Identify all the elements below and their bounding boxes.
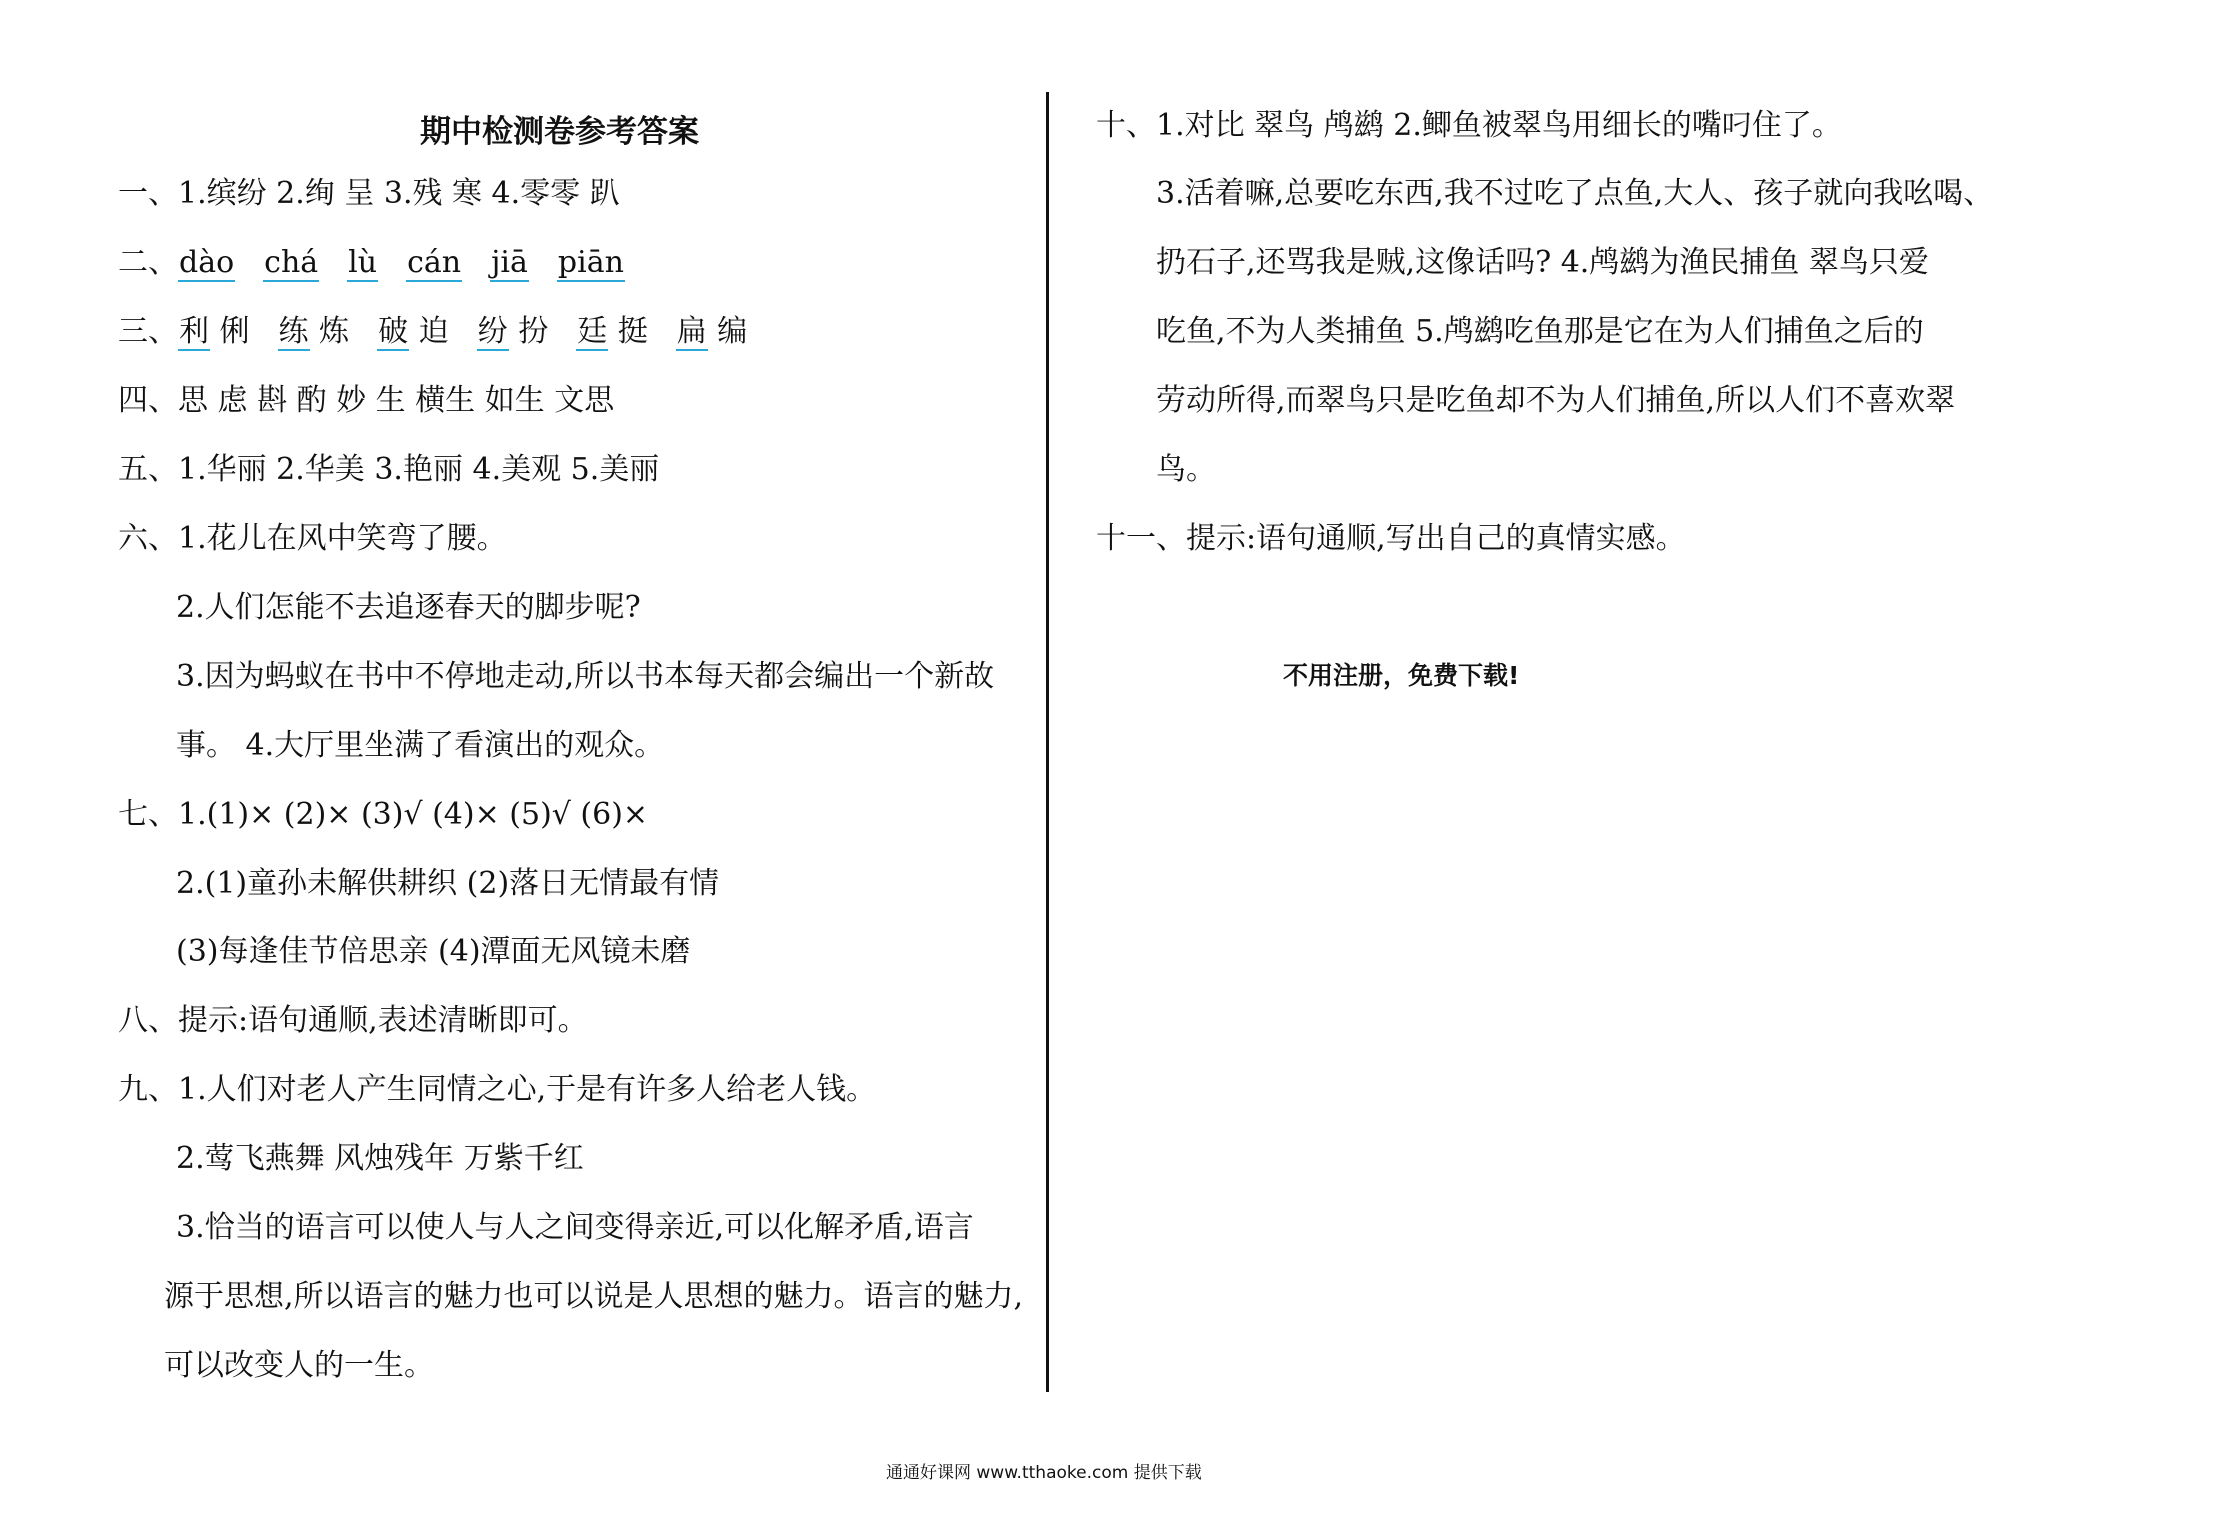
char-correct: 利 (179, 314, 209, 349)
pinyin-item: cán (407, 245, 462, 280)
pinyin-item: chá (264, 245, 319, 280)
answer-q10-1: 十、1.对比 翠鸟 鸬鹚 2.鲫鱼被翠鸟用细长的嘴叼住了。 (1096, 108, 1842, 143)
answer-q9-3a: 3.恰当的语言可以使人与人之间变得亲近,可以化解矛盾,语言 (176, 1210, 974, 1245)
answer-q1: 一、1.缤纷 2.绚 呈 3.残 寒 4.零零 趴 (118, 176, 620, 211)
answer-q2 (118, 243, 625, 283)
answer-q2-prefix: 二、 (118, 245, 178, 280)
answer-q9-3c: 可以改变人的一生。 (164, 1348, 434, 1383)
char-alt: 迫 (418, 314, 449, 349)
char-alt: 挺 (617, 314, 648, 349)
char-correct: 纷 (477, 314, 508, 349)
answer-q7-1: 七、1.(1)× (2)× (3)√ (4)× (5)√ (6)× (118, 797, 649, 832)
char-alt: 俐 (219, 314, 250, 349)
answer-q6-2: 2.人们怎能不去追逐春天的脚步呢? (176, 590, 641, 625)
char-alt: 扮 (518, 314, 549, 349)
answer-q4: 四、思 虑 斟 酌 妙 生 横生 如生 文思 (118, 383, 615, 418)
column-divider (1046, 92, 1049, 1392)
answer-q11: 十一、提示:语句通顺,写出自己的真情实感。 (1096, 521, 1686, 556)
char-correct: 破 (378, 314, 409, 349)
answer-q10-3d: 劳动所得,而翠鸟只是吃鱼却不为人们捕鱼,所以人们不喜欢翠 (1156, 383, 1956, 418)
answer-q10-3b: 扔石子,还骂我是贼,这像话吗? 4.鸬鹚为渔民捕鱼 翠鸟只爱 (1156, 245, 1929, 280)
pinyin-item: lù (348, 245, 378, 280)
char-alt: 炼 (319, 314, 350, 349)
free-download-note: 不用注册，免费下载! (1283, 661, 1520, 690)
answer-q7-2a: 2.(1)童孙未解供耕织 (2)落日无情最有情 (176, 866, 720, 901)
answer-q9-2: 2.莺飞燕舞 风烛残年 万紫千红 (176, 1141, 584, 1176)
answer-q9-1: 九、1.人们对老人产生同情之心,于是有许多人给老人钱。 (118, 1072, 877, 1107)
answer-q10-3c: 吃鱼,不为人类捕鱼 5.鸬鹚吃鱼那是它在为人们捕鱼之后的 (1156, 314, 1924, 349)
char-alt: 编 (717, 314, 748, 349)
pinyin-item: piān (557, 245, 624, 280)
footer-source: 通通好课网 www.tthaoke.com 提供下载 (886, 1463, 1202, 1483)
answer-q9-3b: 源于思想,所以语言的魅力也可以说是人思想的魅力。语言的魅力, (164, 1279, 1024, 1314)
answer-q7-2b: (3)每逢佳节倍思亲 (4)潭面无风镜未磨 (176, 934, 691, 969)
page-title: 期中检测卷参考答案 (420, 114, 699, 150)
char-correct: 扁 (676, 314, 707, 349)
answer-q10-3a: 3.活着嘛,总要吃东西,我不过吃了点鱼,大人、孩子就向我吆喝、 (1156, 176, 1994, 211)
pinyin-item: dào (179, 245, 235, 280)
answer-q6-1: 六、1.花儿在风中笑弯了腰。 (118, 521, 507, 556)
answer-q10-3e: 鸟。 (1156, 452, 1216, 487)
answer-q5: 五、1.华丽 2.华美 3.艳丽 4.美观 5.美丽 (118, 452, 660, 487)
answer-q8: 八、提示:语句通顺,表述清晰即可。 (118, 1003, 588, 1038)
pinyin-item: jiā (491, 245, 528, 280)
char-correct: 练 (278, 314, 309, 349)
answer-q6-3b: 事。 4.大厅里坐满了看演出的观众。 (176, 728, 665, 763)
answer-q3-prefix: 三、 (118, 314, 178, 349)
answer-q6-3a: 3.因为蚂蚁在书中不停地走动,所以书本每天都会编出一个新故 (176, 659, 995, 694)
answer-q3 (118, 312, 747, 352)
char-correct: 廷 (577, 314, 608, 349)
